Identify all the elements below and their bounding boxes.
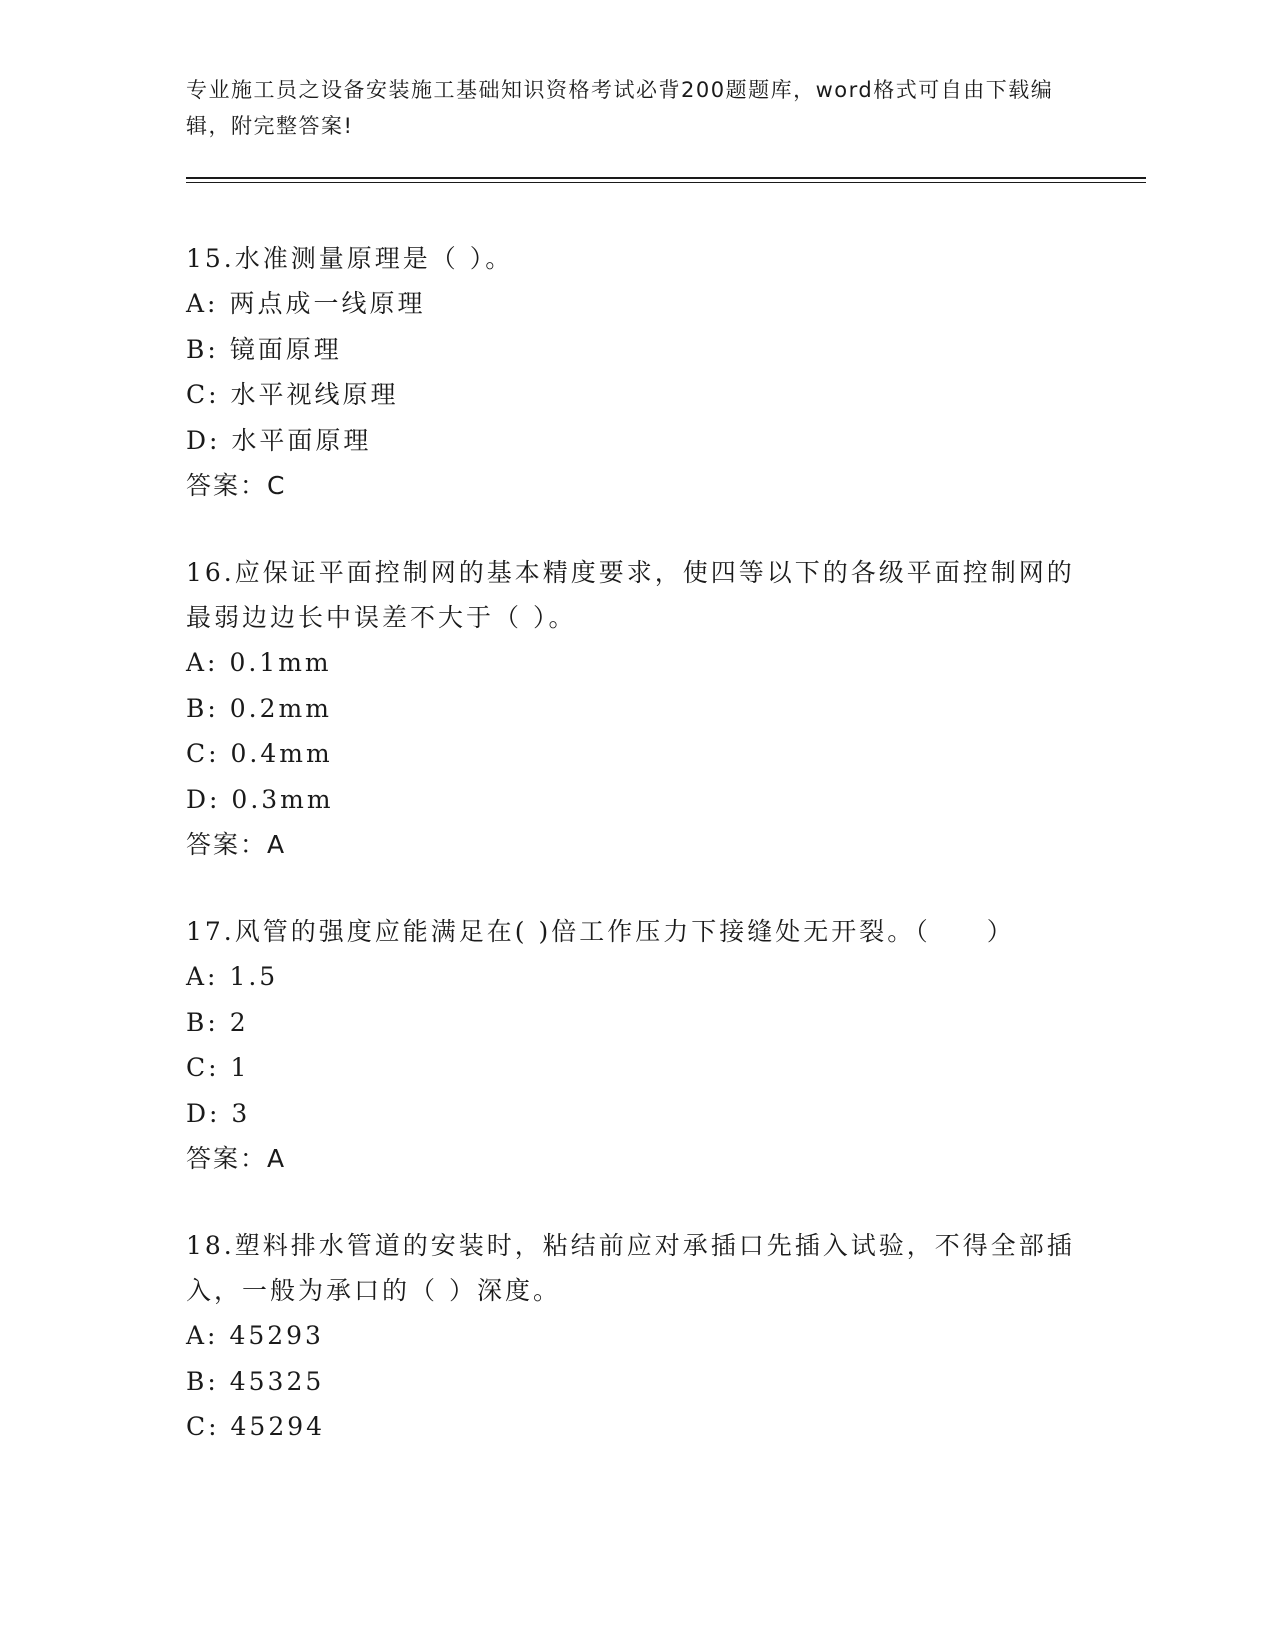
option-text: 0.2mm: [229, 693, 332, 723]
option-d: [186, 1091, 1086, 1137]
option-key: D:: [186, 1098, 221, 1128]
option-key: A:: [186, 962, 219, 991]
question-text: 18.塑料排水管道的安装时，粘结前应对承插口先插入试验，不得全部插入，一般为承口的（ ）深度。: [186, 1231, 1075, 1305]
question-18: [186, 1223, 1086, 1450]
option-key: D:: [186, 425, 221, 455]
option-b: [186, 327, 1086, 373]
question-list: [186, 236, 1086, 1492]
option-text: 0.4mm: [230, 739, 333, 768]
option-text: 45325: [229, 1366, 325, 1396]
option-key: C:: [186, 380, 220, 409]
option-key: A:: [186, 289, 219, 318]
option-text: 两点成一线原理: [229, 289, 426, 318]
header-divider: [186, 177, 1146, 179]
option-key: C:: [186, 1412, 220, 1441]
option-key: A:: [186, 1321, 219, 1350]
question-text: 16.应保证平面控制网的基本精度要求，使四等以下的各级平面控制网的最弱边边长中误差不大于（ ）。: [186, 558, 1075, 632]
option-text: 1.5: [229, 962, 279, 991]
option-key: B:: [186, 693, 219, 723]
question-17: [186, 909, 1086, 1181]
option-d: [186, 777, 1086, 823]
option-key: C:: [186, 1053, 220, 1082]
option-text: 3: [231, 1098, 251, 1128]
option-text: 1: [230, 1053, 250, 1082]
option-key: B:: [186, 1007, 219, 1037]
option-text: 2: [229, 1007, 249, 1037]
option-text: 镜面原理: [229, 334, 342, 364]
option-b: [186, 686, 1086, 732]
option-text: 45293: [229, 1321, 324, 1350]
question-text: 17.风管的强度应能满足在( )倍工作压力下接缝处无开裂。（ ）: [186, 917, 1015, 946]
answer-line: 答案：C: [186, 471, 287, 500]
question-15: [186, 236, 1086, 508]
option-a: [186, 1313, 1086, 1359]
option-c: [186, 372, 1086, 418]
option-text: 水平视线原理: [230, 380, 399, 409]
option-b: [186, 1000, 1086, 1046]
question-text: 15.水准测量原理是（ ）。: [186, 244, 514, 273]
option-a: [186, 640, 1086, 686]
header-divider-thin: [186, 182, 1146, 183]
answer-line: 答案：A: [186, 1144, 287, 1173]
option-text: 0.1mm: [229, 648, 332, 677]
option-c: [186, 1045, 1086, 1091]
question-16: [186, 550, 1086, 867]
option-b: [186, 1359, 1086, 1405]
option-a: [186, 281, 1086, 327]
option-key: D:: [186, 784, 221, 814]
option-key: A:: [186, 648, 219, 677]
option-d: [186, 418, 1086, 464]
answer-line: 答案：A: [186, 830, 287, 859]
document-header: 专业施工员之设备安装施工基础知识资格考试必背200题题库，word格式可自由下载编辑，附完整答案!: [186, 78, 1054, 138]
option-key: B:: [186, 334, 219, 364]
option-key: B:: [186, 1366, 219, 1396]
option-c: [186, 731, 1086, 777]
option-a: [186, 954, 1086, 1000]
option-key: C:: [186, 739, 220, 768]
option-text: 0.3mm: [231, 784, 334, 814]
option-text: 水平面原理: [231, 425, 372, 455]
option-c: [186, 1404, 1086, 1450]
option-text: 45294: [230, 1412, 326, 1441]
